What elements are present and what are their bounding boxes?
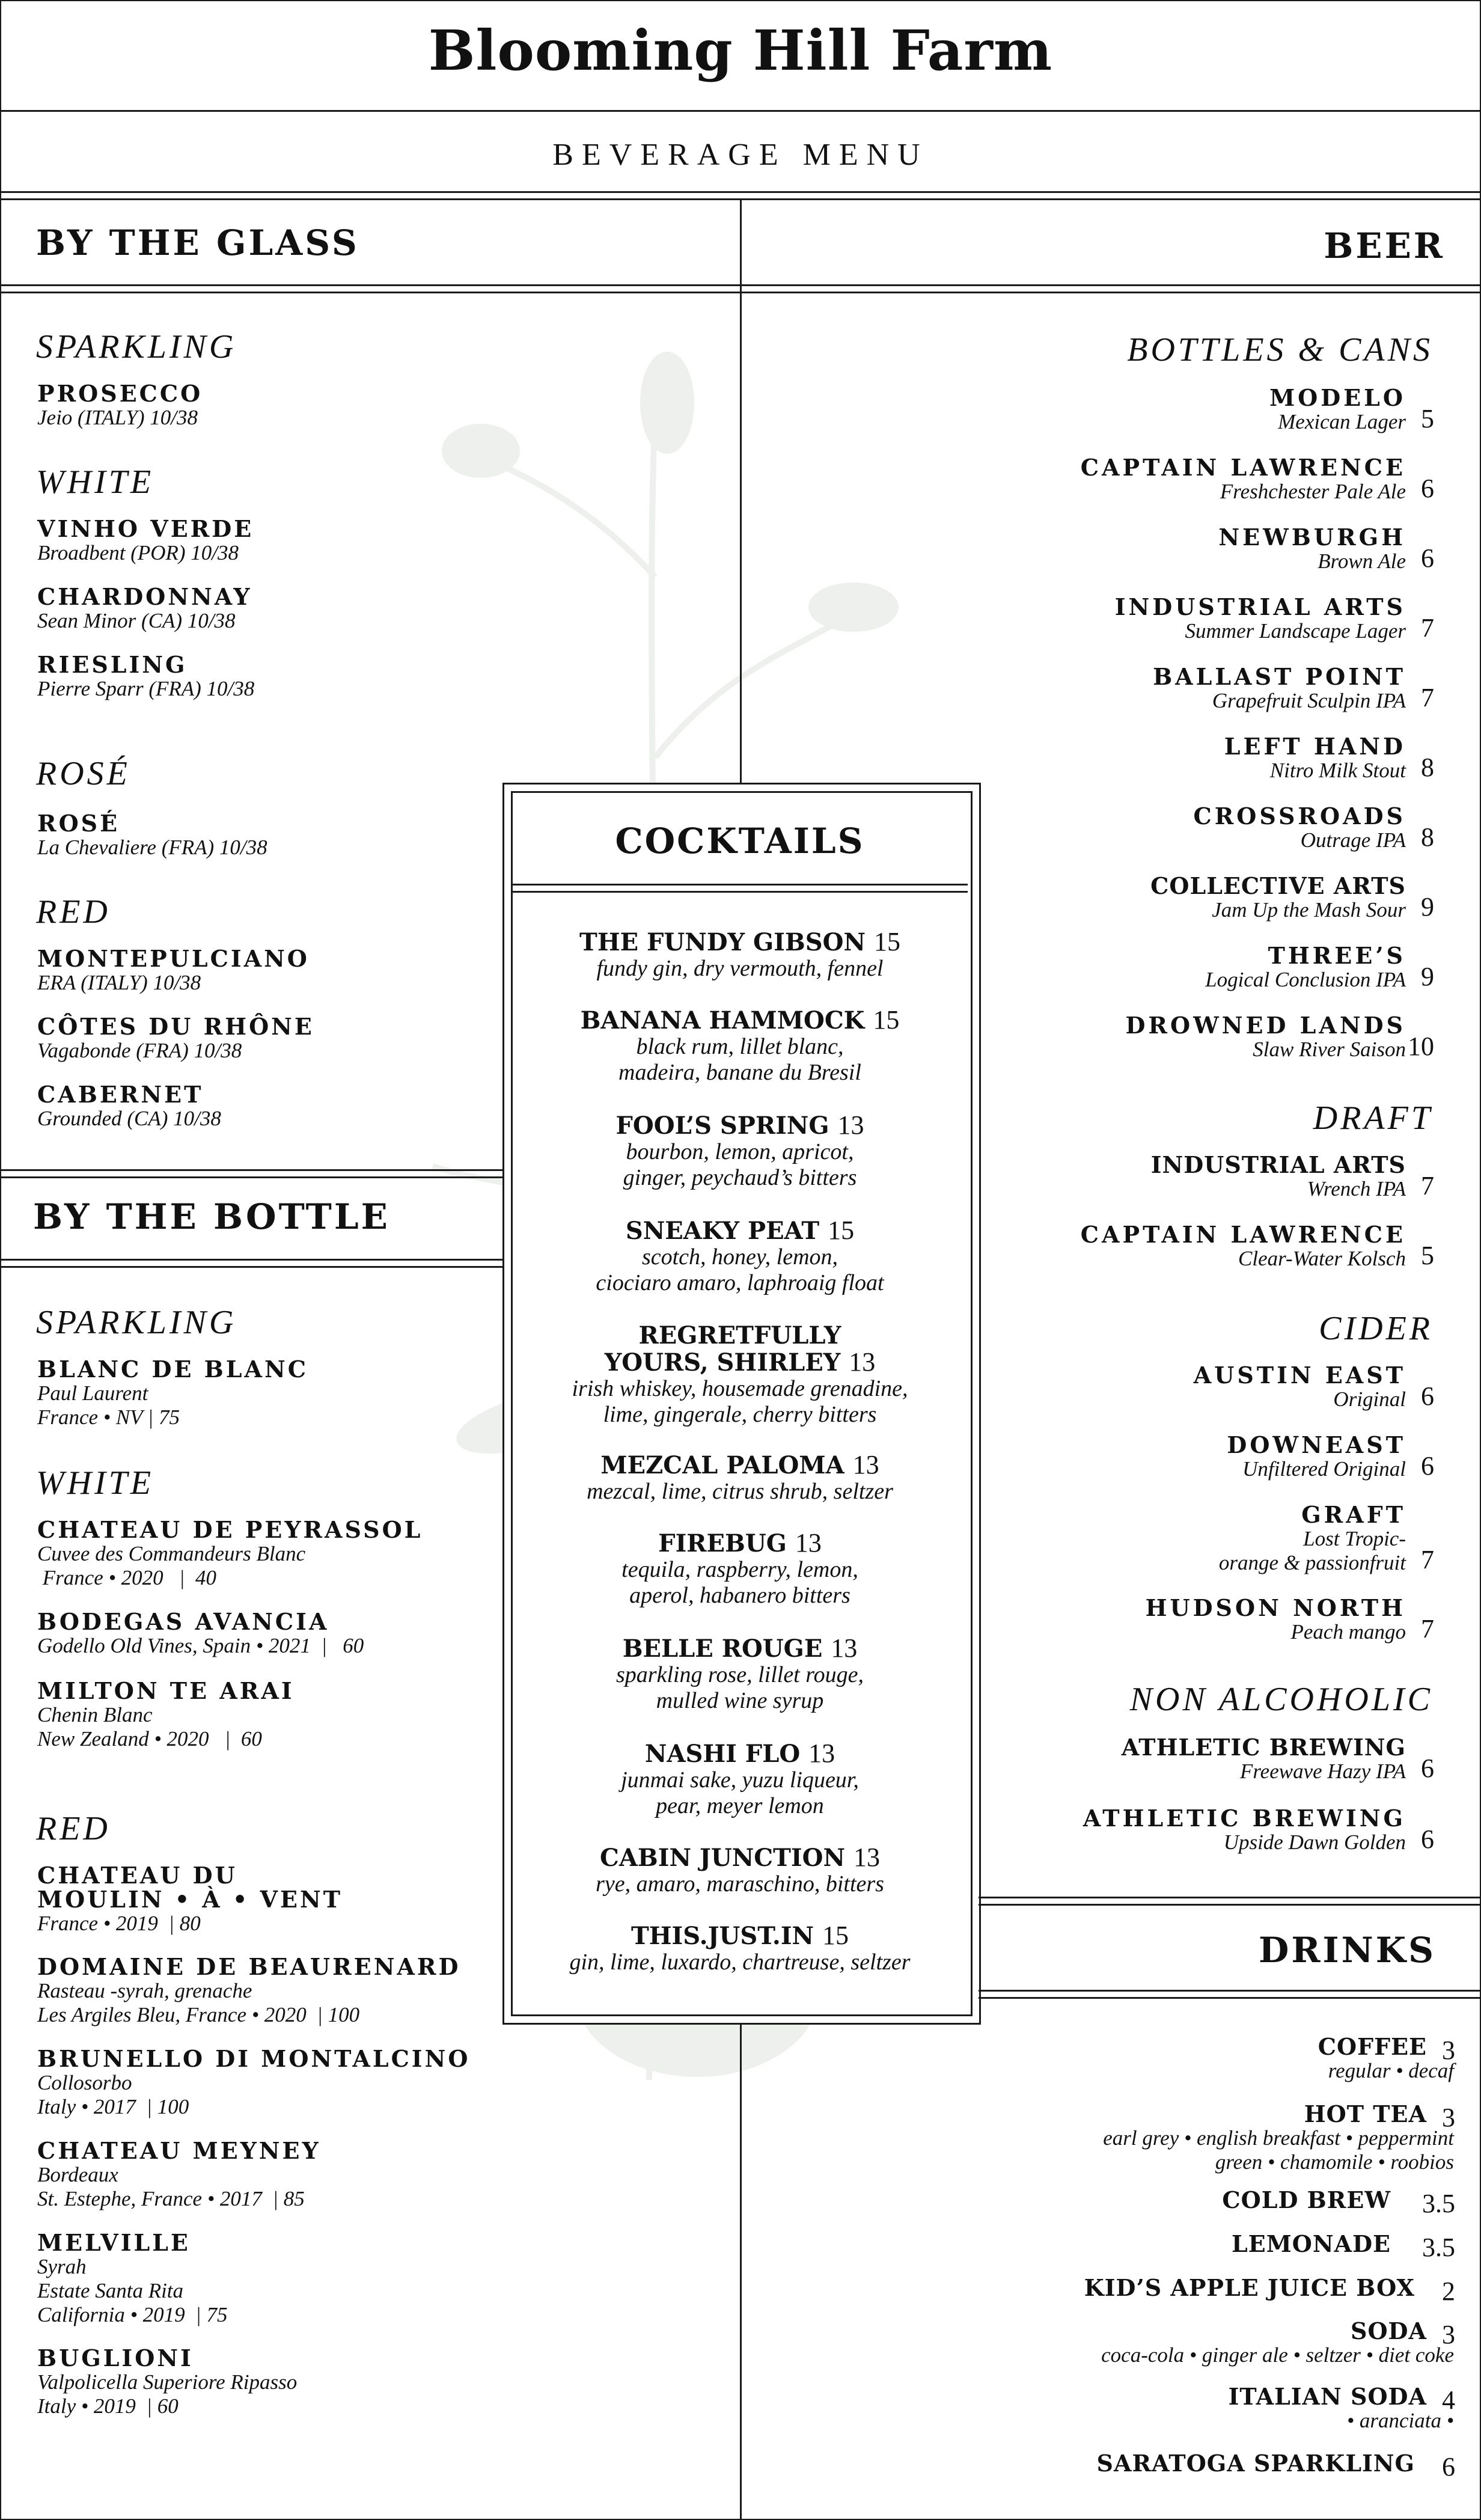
divider: [979, 1990, 1481, 1992]
category-bottles-cans: BOTTLES & CANS: [1127, 331, 1433, 369]
divider: [979, 1897, 1481, 1898]
cocktail-ingredients: mulled wine syrup: [656, 1688, 824, 1713]
wine-detail: Jeio (ITALY) 10/38: [37, 406, 198, 429]
wine-detail: Paul Laurent: [37, 1381, 148, 1405]
beer-item: [1121, 1734, 1434, 1784]
wine-item: [37, 812, 267, 860]
cocktail-ingredients: lime, gingerale, cherry bitters: [603, 1402, 877, 1427]
beer-price: 6: [1421, 543, 1434, 573]
category-red: RED: [36, 893, 111, 931]
cocktail-name: YOURS, SHIRLEY: [604, 1348, 841, 1377]
wine-name: MOULIN • À • VENT: [37, 1886, 343, 1913]
beer-style: Upside Dawn Golden: [1223, 1830, 1406, 1854]
section-heading-drinks: DRINKS: [1259, 1930, 1436, 1971]
beer-style: Outrage IPA: [1300, 828, 1406, 852]
cocktail-ingredients: junmai sake, yuzu liqueur,: [621, 1767, 859, 1793]
wine-name: CHATEAU DE PEYRASSOL: [37, 1516, 423, 1543]
divider: [0, 191, 1481, 193]
beer-item: [1218, 1501, 1434, 1575]
cocktail-name: BANANA HAMMOCK: [580, 1006, 865, 1035]
beer-price: 9: [1421, 892, 1434, 922]
wine-detail: New Zealand • 2020 | 60: [37, 1727, 262, 1751]
wine-name: ROSÉ: [37, 810, 120, 837]
cocktail-ingredients: aperol, habanero bitters: [629, 1583, 850, 1608]
beer-style: Grapefruit Sculpin IPA: [1212, 689, 1406, 712]
divider: [742, 284, 1481, 286]
beer-name: ATHLETIC BREWING: [1121, 1734, 1406, 1761]
wine-detail: St. Estephe, France • 2017 | 85: [37, 2187, 305, 2210]
cocktail-ingredients: madeira, banane du Bresil: [618, 1060, 861, 1085]
cocktail-price: 15: [873, 1005, 900, 1035]
drink-name: KID’S APPLE JUICE BOX: [1084, 2274, 1415, 2301]
beer-style: Jam Up the Mash Sour: [1212, 898, 1406, 922]
wine-item: [37, 1083, 221, 1131]
beer-name: INDUSTRIAL ARTS: [1150, 1151, 1406, 1178]
drink-price: 6: [1442, 2452, 1455, 2482]
category-white: WHITE: [36, 1464, 154, 1502]
beer-name: THREE’S: [1268, 942, 1406, 969]
wine-name: CHATEAU DU: [37, 1862, 237, 1889]
wine-detail: ERA (ITALY) 10/38: [37, 971, 201, 994]
cocktail-price: 13: [831, 1633, 858, 1663]
wine-detail: Cuvee des Commandeurs Blanc: [37, 1542, 306, 1565]
beer-style: Brown Ale: [1318, 549, 1406, 573]
cocktail-item: [512, 1007, 968, 1086]
drink-price: 3.5: [1422, 2189, 1455, 2218]
cocktail-name: THIS.JUST.IN: [631, 1922, 814, 1950]
beer-price: 6: [1421, 474, 1434, 503]
cocktail-ingredients: tequila, raspberry, lemon,: [621, 1557, 858, 1582]
cocktail-item: [512, 1922, 968, 1975]
category-sparkling: SPARKLING: [36, 328, 237, 365]
cocktail-name: SNEAKY PEAT: [625, 1217, 820, 1245]
cocktail-price: 15: [828, 1216, 855, 1245]
beer-price: 9: [1421, 962, 1434, 991]
wine-detail: California • 2019 | 75: [37, 2303, 228, 2326]
cocktail-ingredients: sparkling rose, lillet rouge,: [616, 1662, 864, 1687]
beer-item: [1153, 663, 1434, 713]
cocktail-price: 13: [795, 1528, 822, 1558]
cocktail-name: NASHI FLO: [644, 1740, 801, 1768]
beer-style: Nitro Milk Stout: [1269, 759, 1406, 782]
beer-name: AUSTIN EAST: [1193, 1362, 1406, 1389]
drink-item: [1222, 2186, 1455, 2218]
wine-item: [37, 653, 254, 701]
wine-detail: Collosorbo: [37, 2071, 132, 2094]
wine-item: [37, 382, 203, 430]
drink-price: 3: [1442, 2103, 1455, 2132]
cocktail-ingredients: mezcal, lime, citrus shrub, seltzer: [587, 1479, 893, 1504]
beer-style: Lost Tropic-: [1303, 1527, 1406, 1550]
cocktail-item: [512, 1452, 968, 1505]
wine-name: MONTEPULCIANO: [37, 945, 310, 972]
beer-name: CAPTAIN LAWRENCE: [1080, 454, 1406, 481]
beer-price: 7: [1421, 1171, 1434, 1200]
category-non-alcoholic: NON ALCOHOLIC: [1129, 1681, 1433, 1718]
beer-item: [1227, 1431, 1434, 1481]
wine-item: [37, 947, 310, 995]
section-heading-beer: BEER: [1324, 225, 1445, 266]
wine-item: [37, 2047, 470, 2119]
beer-price: 6: [1421, 1381, 1434, 1411]
drink-price: 4: [1442, 2385, 1455, 2415]
wine-detail: France • 2019 | 80: [37, 1912, 201, 1935]
beer-item: [1150, 1151, 1434, 1201]
wine-name: MILTON TE ARAI: [37, 1677, 295, 1704]
cocktail-price: 13: [808, 1739, 835, 1768]
cocktail-name: REGRETFULLY: [638, 1321, 841, 1350]
wine-detail: Sean Minor (CA) 10/38: [37, 609, 236, 632]
beer-price: 5: [1421, 1241, 1434, 1270]
beer-price: 7: [1421, 1545, 1434, 1574]
cocktail-item: [512, 1740, 968, 1819]
wine-item: [37, 1518, 423, 1590]
cocktail-name: FOOL’S SPRING: [615, 1112, 829, 1140]
beer-style: orange & passionfruit: [1218, 1551, 1406, 1574]
wine-name: BLANC DE BLANC: [37, 1356, 308, 1383]
beer-name: CROSSROADS: [1193, 803, 1406, 830]
wine-item: [37, 1015, 314, 1063]
wine-detail: Estate Santa Rita: [37, 2279, 184, 2302]
beer-style: Wrench IPA: [1307, 1177, 1406, 1200]
cocktail-name: BELLE ROUGE: [622, 1635, 823, 1663]
beer-price: 7: [1421, 613, 1434, 643]
beer-style: Unfiltered Original: [1242, 1457, 1406, 1481]
beer-style: Logical Conclusion IPA: [1205, 968, 1406, 991]
cocktail-item: [512, 1323, 968, 1428]
drink-item: [1103, 2100, 1455, 2174]
divider: [0, 1259, 502, 1261]
wine-detail: Pierre Sparr (FRA) 10/38: [37, 677, 255, 700]
drink-name: SARATOGA SPARKLING: [1096, 2450, 1415, 2477]
cocktail-item: [512, 1112, 968, 1191]
beer-name: GRAFT: [1301, 1501, 1406, 1528]
cocktail-ingredients: rye, amaro, maraschino, bitters: [596, 1871, 884, 1897]
wine-item: [37, 2231, 228, 2327]
beer-price: 6: [1421, 1824, 1434, 1854]
wine-name: MELVILLE: [37, 2229, 191, 2256]
wine-detail: Chenin Blanc: [37, 1703, 153, 1726]
cocktail-item: [512, 1217, 968, 1296]
wine-item: [37, 1679, 295, 1751]
beer-name: LEFT HAND: [1224, 733, 1406, 760]
drink-item: [1084, 2274, 1455, 2306]
cocktail-price: 13: [849, 1347, 876, 1377]
cocktail-ingredients: fundy gin, dry vermouth, fennel: [596, 956, 884, 981]
beer-item: [1080, 454, 1434, 504]
cocktail-ingredients: bourbon, lemon, apricot,: [626, 1139, 854, 1164]
beer-name: BALLAST POINT: [1153, 663, 1406, 690]
wine-name: CÔTES DU RHÔNE: [37, 1013, 314, 1040]
beer-name: CAPTAIN LAWRENCE: [1080, 1221, 1406, 1248]
cocktail-price: 15: [873, 927, 900, 956]
beer-style: Freewave Hazy IPA: [1239, 1760, 1406, 1783]
wine-detail: Les Argiles Bleu, France • 2020 | 100: [37, 2003, 360, 2026]
drink-name: COFFEE: [1318, 2033, 1427, 2060]
beer-style: Mexican Lager: [1278, 410, 1406, 433]
beer-name: COLLECTIVE ARTS: [1150, 872, 1406, 899]
divider: [979, 1997, 1481, 1999]
divider: [0, 284, 740, 286]
wine-detail: Syrah: [37, 2255, 87, 2278]
beer-item: [1125, 1012, 1434, 1062]
cocktail-name: CABIN JUNCTION: [600, 1844, 846, 1872]
drink-options: coca-cola • ginger ale • seltzer • diet coke: [1101, 2343, 1454, 2367]
wine-detail: Bordeaux: [37, 2163, 118, 2186]
divider: [512, 884, 968, 885]
cocktail-price: 13: [853, 1843, 880, 1872]
wine-item: [37, 1864, 343, 1936]
wine-detail: France • 2020 | 40: [37, 1566, 216, 1589]
cocktail-item: [512, 1844, 968, 1897]
beer-style: Clear-Water Kolsch: [1238, 1247, 1406, 1270]
divider: [0, 292, 740, 293]
section-heading-cocktails: COCKTAILS: [615, 821, 865, 861]
cocktail-price: 13: [852, 1450, 879, 1479]
wine-detail: Italy • 2017 | 100: [37, 2095, 189, 2118]
cocktail-item: [512, 1635, 968, 1714]
cocktail-ingredients: black rum, lillet blanc,: [636, 1034, 844, 1059]
wine-detail: Valpolicella Superiore Ripasso: [37, 2370, 298, 2394]
wine-name: RIESLING: [37, 651, 188, 678]
beer-item: [1150, 872, 1434, 922]
beer-price: 6: [1421, 1754, 1434, 1783]
category-draft: DRAFT: [1313, 1099, 1433, 1137]
beer-item: [1145, 1594, 1434, 1644]
category-cider: CIDER: [1319, 1310, 1433, 1347]
wine-name: CABERNET: [37, 1081, 204, 1108]
category-white: WHITE: [36, 463, 154, 501]
beer-price: 7: [1421, 683, 1434, 712]
drink-name: LEMONADE: [1232, 2230, 1391, 2257]
cocktail-item: [512, 1530, 968, 1609]
drink-name: COLD BREW: [1222, 2186, 1391, 2213]
cocktail-item: [512, 929, 968, 982]
wine-detail: Broadbent (POR) 10/38: [37, 541, 239, 564]
cocktail-name: MEZCAL PALOMA: [600, 1451, 844, 1479]
wine-detail: Godello Old Vines, Spain • 2021 | 60: [37, 1634, 364, 1657]
beer-price: 6: [1421, 1451, 1434, 1481]
beer-name: DROWNED LANDS: [1125, 1012, 1406, 1039]
beer-item: [1218, 524, 1434, 573]
drink-options: • aranciata •: [1346, 2409, 1454, 2432]
cocktail-ingredients: ginger, peychaud’s bitters: [623, 1165, 857, 1190]
drink-item: [1228, 2383, 1455, 2433]
wine-name: DOMAINE DE BEAURENARD: [37, 1953, 461, 1980]
beer-item: [1114, 593, 1434, 643]
wine-name: PROSECCO: [37, 380, 203, 407]
drink-price: 3: [1442, 2035, 1455, 2065]
drink-name: ITALIAN SODA: [1228, 2383, 1427, 2410]
beer-item: [1269, 384, 1434, 434]
wine-detail: Vagabonde (FRA) 10/38: [37, 1039, 242, 1062]
drink-options: green • chamomile • roobios: [1215, 2150, 1454, 2174]
wine-name: CHATEAU MEYNEY: [37, 2137, 321, 2164]
page-subtitle: BEVERAGE MENU: [552, 138, 929, 172]
beer-price: 10: [1408, 1032, 1434, 1061]
divider: [0, 110, 1481, 112]
drink-options: regular • decaf: [1328, 2059, 1454, 2082]
wine-item: [37, 2346, 297, 2418]
beer-name: MODELO: [1269, 384, 1406, 411]
beer-name: NEWBURGH: [1218, 524, 1406, 551]
beer-style: Peach mango: [1290, 1620, 1406, 1644]
drink-price: 3.5: [1422, 2233, 1455, 2262]
drink-item: [1318, 2033, 1455, 2083]
divider: [0, 1176, 502, 1178]
beer-style: Original: [1333, 1387, 1406, 1411]
cocktail-ingredients: scotch, honey, lemon,: [641, 1244, 838, 1270]
beer-price: 8: [1421, 822, 1434, 852]
cocktail-name: FIREBUG: [658, 1529, 787, 1558]
beer-item: [1080, 1221, 1434, 1271]
beer-item: [1224, 733, 1434, 783]
cocktail-name: THE FUNDY GIBSON: [579, 928, 866, 956]
drink-name: HOT TEA: [1304, 2100, 1427, 2127]
beer-name: DOWNEAST: [1227, 1431, 1406, 1458]
wine-name: BODEGAS AVANCIA: [37, 1608, 329, 1635]
drink-options: earl grey • english breakfast • peppermint: [1103, 2126, 1454, 2150]
wine-detail: Grounded (CA) 10/38: [37, 1107, 221, 1130]
wine-detail: Italy • 2019 | 60: [37, 2394, 179, 2418]
cocktail-price: 15: [822, 1921, 849, 1950]
wine-name: BUGLIONI: [37, 2344, 194, 2372]
section-heading-by-the-glass: BY THE GLASS: [36, 222, 359, 263]
beer-item: [1205, 942, 1434, 992]
wine-item: [37, 1610, 364, 1658]
divider: [512, 891, 968, 893]
wine-name: VINHO VERDE: [37, 515, 254, 542]
divider: [0, 1266, 502, 1268]
category-sparkling: SPARKLING: [36, 1304, 237, 1341]
beer-name: HUDSON NORTH: [1145, 1594, 1406, 1621]
beer-price: 7: [1421, 1614, 1434, 1644]
wine-item: [37, 585, 252, 633]
beer-style: Freshchester Pale Ale: [1220, 480, 1406, 503]
drink-name: SODA: [1351, 2317, 1427, 2344]
beer-price: 8: [1421, 753, 1434, 782]
divider: [979, 1904, 1481, 1906]
beer-item: [1083, 1805, 1434, 1855]
divider: [0, 1169, 502, 1171]
beer-item: [1193, 803, 1434, 852]
wine-item: [37, 1357, 308, 1430]
cocktail-ingredients: gin, lime, luxardo, chartreuse, seltzer: [569, 1950, 911, 1975]
cocktail-ingredients: irish whiskey, housemade grenadine,: [572, 1376, 908, 1401]
wine-detail: Rasteau -syrah, grenache: [37, 1979, 252, 2002]
wine-item: [37, 517, 254, 565]
drink-item: [1101, 2317, 1455, 2367]
divider: [742, 292, 1481, 293]
wine-name: BRUNELLO DI MONTALCINO: [37, 2045, 471, 2072]
drink-item: [1232, 2230, 1455, 2262]
beer-item: [1193, 1362, 1434, 1411]
cocktail-ingredients: ciociaro amaro, laphroaig float: [596, 1270, 884, 1295]
beer-style: Slaw River Saison: [1253, 1038, 1406, 1061]
beer-name: INDUSTRIAL ARTS: [1114, 593, 1406, 620]
wine-detail: France • NV | 75: [37, 1405, 180, 1429]
wine-name: CHARDONNAY: [37, 583, 252, 610]
category-rose: ROSÉ: [36, 755, 130, 792]
cocktail-price: 13: [837, 1110, 864, 1140]
wine-item: [37, 2139, 321, 2211]
beer-name: ATHLETIC BREWING: [1083, 1805, 1406, 1832]
beer-style: Summer Landscape Lager: [1185, 619, 1406, 643]
drink-price: 2: [1442, 2277, 1455, 2306]
drink-item: [1096, 2450, 1455, 2482]
beer-price: 5: [1421, 404, 1434, 433]
wine-item: [37, 1955, 460, 2027]
page-title: Blooming Hill Farm: [428, 18, 1053, 83]
drink-price: 3: [1442, 2320, 1455, 2349]
category-red: RED: [36, 1810, 111, 1847]
section-heading-by-the-bottle: BY THE BOTTLE: [33, 1196, 390, 1237]
cocktail-ingredients: pear, meyer lemon: [656, 1793, 824, 1818]
wine-detail: La Chevaliere (FRA) 10/38: [37, 836, 267, 859]
